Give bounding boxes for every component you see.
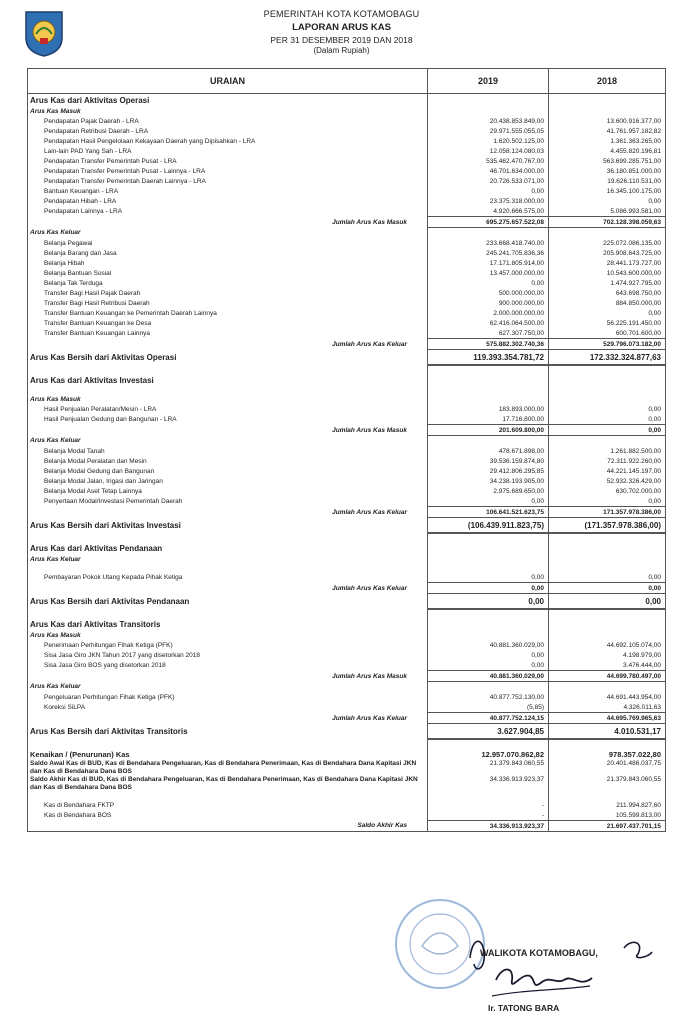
- row-label: Jumlah Arus Kas Masuk: [28, 671, 428, 682]
- table-row: [28, 394, 666, 404]
- table-row: [28, 748, 666, 760]
- row-label: Arus Kas Masuk: [28, 106, 428, 116]
- value-2019: 40.881.360.029,00: [428, 671, 549, 682]
- value-2019: 3.627.904,85: [428, 724, 549, 740]
- value-2018: 10.543.600.000,00: [549, 268, 666, 278]
- row-label: Belanja Modal Aset Tetap Lainnya: [28, 486, 428, 496]
- value-2018: 20.401.486.037,75: [549, 760, 666, 776]
- value-2018: 1.474.927.795,00: [549, 278, 666, 288]
- table-row: [28, 564, 666, 572]
- table-row: [28, 436, 666, 447]
- value-2019: 2.000.000.000,00: [428, 308, 549, 318]
- row-label: Hasil Penjualan Gedung dan Bangunan - LRA: [28, 414, 428, 425]
- table-row: [28, 739, 666, 748]
- value-2019: 201.609.800,00: [428, 425, 549, 436]
- value-2019: [428, 365, 549, 374]
- table-row: [28, 94, 666, 107]
- report-period: PER 31 DESEMBER 2019 DAN 2018: [270, 35, 413, 45]
- value-2019: [428, 94, 549, 107]
- table-row: [28, 404, 666, 414]
- table-row: [28, 671, 666, 682]
- value-2019: 17.171.805.914,00: [428, 258, 549, 268]
- row-label: Saldo Akhir Kas: [28, 821, 428, 832]
- value-2019: 0,00: [428, 660, 549, 671]
- value-2018: 702.128.398.059,63: [549, 217, 666, 228]
- value-2019: [428, 228, 549, 239]
- value-2018: 4.010.531,17: [549, 724, 666, 740]
- table-row: [28, 518, 666, 534]
- table-row: [28, 476, 666, 486]
- value-2018: [549, 533, 666, 542]
- row-label: Arus Kas Keluar: [28, 228, 428, 239]
- table-row: [28, 288, 666, 298]
- row-label: Arus Kas Keluar: [28, 682, 428, 693]
- value-2018: 3.476.444,00: [549, 660, 666, 671]
- table-row: [28, 196, 666, 206]
- row-label: Jumlah Arus Kas Keluar: [28, 339, 428, 350]
- value-2019: 233.668.418.740,00: [428, 238, 549, 248]
- value-2019: (106.439.911.823,75): [428, 518, 549, 534]
- value-2018: 13.600.916.377,00: [549, 116, 666, 126]
- row-label: Pendapatan Transfer Pemerintah Daerah Lainnya - LRA: [28, 176, 428, 186]
- value-2019: 40.877.752.124,15: [428, 713, 549, 724]
- table-row: [28, 166, 666, 176]
- value-2019: [428, 394, 549, 404]
- value-2019: 1.620.502.125,00: [428, 136, 549, 146]
- row-label: [28, 739, 428, 748]
- row-label: Pendapatan Lainnya - LRA: [28, 206, 428, 217]
- value-2018: [549, 542, 666, 554]
- table-row: [28, 339, 666, 350]
- value-2019: [428, 374, 549, 386]
- value-2019: (5,85): [428, 702, 549, 713]
- signatory-name: Ir. TATONG BARA: [488, 1003, 560, 1013]
- value-2019: [428, 792, 549, 800]
- row-label: Pendapatan Hibah - LRA: [28, 196, 428, 206]
- value-2018: 44.699.780.497,00: [549, 671, 666, 682]
- row-label: Transfer Bantuan Keuangan ke Pemerintah Daerah Lainnya: [28, 308, 428, 318]
- row-label: Jumlah Arus Kas Masuk: [28, 425, 428, 436]
- value-2018: 600.701.600,00: [549, 328, 666, 339]
- value-2018: [549, 94, 666, 107]
- row-label: Arus Kas Keluar: [28, 554, 428, 564]
- table-row: [28, 238, 666, 248]
- table-row: [28, 682, 666, 693]
- row-label: Belanja Tak Terduga: [28, 278, 428, 288]
- row-label: Jumlah Arus Kas Keluar: [28, 713, 428, 724]
- value-2018: 643.698.750,00: [549, 288, 666, 298]
- row-label: Arus Kas Bersih dari Aktivitas Pendanaan: [28, 594, 428, 610]
- table-row: [28, 318, 666, 328]
- table-row: [28, 609, 666, 618]
- table-row: [28, 136, 666, 146]
- table-row: [28, 425, 666, 436]
- value-2018: [549, 106, 666, 116]
- value-2018: [549, 436, 666, 447]
- value-2019: 20.438.853.849,00: [428, 116, 549, 126]
- table-row: [28, 365, 666, 374]
- value-2019: 2.975.689.650,00: [428, 486, 549, 496]
- value-2019: 900.000.000,00: [428, 298, 549, 308]
- value-2018: 28.441.173.727,00: [549, 258, 666, 268]
- table-body: [28, 94, 666, 832]
- value-2019: 12.058.124.080,03: [428, 146, 549, 156]
- table-row: [28, 126, 666, 136]
- row-label: Saldo Awal Kas di BUD, Kas di Bendahara Pengeluaran, Kas di Bendahara Penerimaan, Kas di Bendahara Dana Kapitasi JKN dan Kas di Bendahara Dana BOS: [28, 760, 428, 776]
- row-label: Arus Kas Masuk: [28, 630, 428, 640]
- value-2018: [549, 374, 666, 386]
- row-label: Belanja Modal Tanah: [28, 446, 428, 456]
- value-2018: [549, 792, 666, 800]
- table-row: [28, 533, 666, 542]
- row-label: Belanja Hibah: [28, 258, 428, 268]
- row-label: Arus Kas dari Aktivitas Operasi: [28, 94, 428, 107]
- row-label: Saldo Akhir Kas di BUD, Kas di Bendahara Pengeluaran, Kas di Bendahara Penerimaan, Kas di Bendahara Dana Kapitasi JKN dan Kas di Bendahara Dana BOS: [28, 776, 428, 792]
- value-2019: 40.877.752.130,00: [428, 692, 549, 702]
- table-row: [28, 228, 666, 239]
- value-2018: 4.455.820.196,81: [549, 146, 666, 156]
- value-2018: 19.626.110.531,00: [549, 176, 666, 186]
- row-label: Arus Kas Keluar: [28, 436, 428, 447]
- row-label: [28, 609, 428, 618]
- table-row: [28, 554, 666, 564]
- value-2018: [549, 386, 666, 394]
- value-2018: 225.072.086.135,00: [549, 238, 666, 248]
- value-2018: [549, 365, 666, 374]
- value-2018: 0,00: [549, 496, 666, 507]
- value-2019: [428, 609, 549, 618]
- table-row: [28, 583, 666, 594]
- value-2019: 575.882.302.740,36: [428, 339, 549, 350]
- table-row: [28, 821, 666, 832]
- row-label: Kenaikan / (Penurunan) Kas: [28, 748, 428, 760]
- row-label: [28, 386, 428, 394]
- row-label: Jumlah Arus Kas Keluar: [28, 507, 428, 518]
- row-label: Transfer Bantuan Keuangan Lainnya: [28, 328, 428, 339]
- value-2019: 20.726.533.071,00: [428, 176, 549, 186]
- value-2019: 34.336.913.923,37: [428, 821, 549, 832]
- value-2018: 0,00: [549, 572, 666, 583]
- row-label: Jumlah Arus Kas Masuk: [28, 217, 428, 228]
- table-row: [28, 507, 666, 518]
- value-2018: 52.932.326.429,00: [549, 476, 666, 486]
- value-2019: [428, 554, 549, 564]
- table-row: [28, 156, 666, 166]
- row-label: Belanja Modal Jalan, Irigasi dan Jaringan: [28, 476, 428, 486]
- value-2019: 183.893.000,00: [428, 404, 549, 414]
- value-2018: [549, 228, 666, 239]
- value-2019: 46.701.634.000,00: [428, 166, 549, 176]
- row-label: [28, 533, 428, 542]
- value-2018: 0,00: [549, 196, 666, 206]
- row-label: Pengeluaran Perhitungan Fihak Ketiga (PFK): [28, 692, 428, 702]
- value-2018: 56.225.191.450,00: [549, 318, 666, 328]
- value-2018: 4.198.979,00: [549, 650, 666, 660]
- value-2019: 29.412.806.295,85: [428, 466, 549, 476]
- value-2019: 0,00: [428, 650, 549, 660]
- value-2019: 29.971.555.055,05: [428, 126, 549, 136]
- value-2018: 0,00: [549, 425, 666, 436]
- value-2018: [549, 630, 666, 640]
- row-label: Arus Kas dari Aktivitas Transitoris: [28, 618, 428, 630]
- value-2018: 44.695.769.965,63: [549, 713, 666, 724]
- value-2019: 17.716.800,00: [428, 414, 549, 425]
- value-2018: 0,00: [549, 308, 666, 318]
- table-row: [28, 713, 666, 724]
- value-2018: 16.345.100.175,00: [549, 186, 666, 196]
- value-2018: 105.599.813,00: [549, 810, 666, 821]
- value-2019: 627.307.750,00: [428, 328, 549, 339]
- row-label: Pendapatan Hasil Pengelolaan Kekayaan Daerah yang Dipisahkan - LRA: [28, 136, 428, 146]
- row-label: [28, 792, 428, 800]
- table-row: [28, 374, 666, 386]
- value-2019: [428, 436, 549, 447]
- row-label: Arus Kas dari Aktivitas Pendanaan: [28, 542, 428, 554]
- column-header-2019: 2019: [428, 69, 549, 94]
- value-2019: 0,00: [428, 186, 549, 196]
- value-2019: -: [428, 810, 549, 821]
- table-row: [28, 278, 666, 288]
- table-row: [28, 618, 666, 630]
- value-2019: 500.000.000,00: [428, 288, 549, 298]
- row-label: Arus Kas Masuk: [28, 394, 428, 404]
- value-2019: 23.375.318.000,00: [428, 196, 549, 206]
- value-2019: 0,00: [428, 496, 549, 507]
- row-label: Hasil Penjualan Peralatan/Mesin - LRA: [28, 404, 428, 414]
- value-2018: 72.311.922.260,00: [549, 456, 666, 466]
- row-label: Arus Kas Bersih dari Aktivitas Operasi: [28, 350, 428, 366]
- row-label: Sisa Jasa Giro BOS yang disetorkan 2018: [28, 660, 428, 671]
- row-label: Kas di Bendahara BOS: [28, 810, 428, 821]
- row-label: Pembayaran Pokok Utang Kepada Pihak Ketiga: [28, 572, 428, 583]
- table-row: [28, 660, 666, 671]
- table-row: [28, 456, 666, 466]
- value-2019: 0,00: [428, 594, 549, 610]
- value-2018: 1.361.363.265,00: [549, 136, 666, 146]
- value-2018: 21.697.437.701,15: [549, 821, 666, 832]
- table-row: [28, 466, 666, 476]
- table-row: [28, 542, 666, 554]
- value-2018: 5.086.993.581,00: [549, 206, 666, 217]
- value-2019: [428, 106, 549, 116]
- table-row: [28, 724, 666, 740]
- table-row: [28, 650, 666, 660]
- value-2018: 44.692.105.074,00: [549, 640, 666, 650]
- cash-flow-table: [27, 68, 666, 832]
- table-row: [28, 186, 666, 196]
- government-name: PEMERINTAH KOTA KOTAMOBAGU: [263, 9, 420, 19]
- row-label: Sisa Jasa Giro JKN Tahun 2017 yang disetorkan 2018: [28, 650, 428, 660]
- value-2019: 34.336.913.923,37: [428, 776, 549, 792]
- value-2018: [549, 682, 666, 693]
- value-2018: 0,00: [549, 594, 666, 610]
- row-label: Transfer Bagi Hasil Retribusi Daerah: [28, 298, 428, 308]
- signatory-title: WALIKOTA KOTAMOBAGU,: [480, 948, 598, 958]
- table-row: [28, 146, 666, 156]
- value-2019: [428, 682, 549, 693]
- row-label: [28, 365, 428, 374]
- row-label: Bantuan Keuangan - LRA: [28, 186, 428, 196]
- value-2019: [428, 564, 549, 572]
- value-2019: 4.920.666.575,00: [428, 206, 549, 217]
- value-2018: [549, 564, 666, 572]
- row-label: Penyertaan Modal/Investasi Pemerintah Daerah: [28, 496, 428, 507]
- row-label: Arus Kas Bersih dari Aktivitas Transitoris: [28, 724, 428, 740]
- table-row: [28, 258, 666, 268]
- value-2019: [428, 630, 549, 640]
- table-row: [28, 630, 666, 640]
- value-2018: 1.261.882.500,00: [549, 446, 666, 456]
- value-2018: (171.357.978.386,00): [549, 518, 666, 534]
- value-2018: 36.180.851.000,00: [549, 166, 666, 176]
- row-label: Pendapatan Transfer Pemerintah Pusat - Lainnya - LRA: [28, 166, 428, 176]
- row-label: Pendapatan Transfer Pemerintah Pusat - LRA: [28, 156, 428, 166]
- currency-note: (Dalam Rupiah): [313, 46, 370, 55]
- table-row: [28, 386, 666, 394]
- table-row: [28, 810, 666, 821]
- table-row: [28, 446, 666, 456]
- row-label: Belanja Bantuan Sosial: [28, 268, 428, 278]
- value-2018: 21.379.843.060,55: [549, 776, 666, 792]
- table-row: [28, 350, 666, 366]
- value-2018: 0,00: [549, 404, 666, 414]
- value-2018: 563.699.285.751,00: [549, 156, 666, 166]
- row-label: Arus Kas dari Aktivitas Investasi: [28, 374, 428, 386]
- value-2019: 0,00: [428, 572, 549, 583]
- table-row: [28, 792, 666, 800]
- table-row: [28, 248, 666, 258]
- value-2018: 0,00: [549, 583, 666, 594]
- value-2018: 978.357.022,80: [549, 748, 666, 760]
- row-label: Jumlah Arus Kas Keluar: [28, 583, 428, 594]
- row-label: Pendapatan Retribusi Daerah - LRA: [28, 126, 428, 136]
- table-row: [28, 760, 666, 776]
- row-label: Belanja Modal Peralatan dan Mesin: [28, 456, 428, 466]
- value-2018: 884.850.000,00: [549, 298, 666, 308]
- row-label: Arus Kas Bersih dari Aktivitas Investasi: [28, 518, 428, 534]
- value-2019: 12.957.070.862,82: [428, 748, 549, 760]
- row-label: Koreksi SiLPA: [28, 702, 428, 713]
- column-header-2018: 2018: [549, 69, 666, 94]
- table-row: [28, 206, 666, 217]
- value-2019: [428, 542, 549, 554]
- table-row: [28, 594, 666, 610]
- table-row: [28, 702, 666, 713]
- row-label: Belanja Modal Gedung dan Bangunan: [28, 466, 428, 476]
- value-2018: 171.357.978.386,00: [549, 507, 666, 518]
- value-2019: -: [428, 800, 549, 810]
- value-2018: [549, 739, 666, 748]
- column-header-description: URAIAN: [28, 69, 428, 94]
- table-row: [28, 106, 666, 116]
- value-2018: 44.221.145.197,00: [549, 466, 666, 476]
- value-2018: 4.326.011,63: [549, 702, 666, 713]
- value-2018: 529.796.073.182,00: [549, 339, 666, 350]
- row-label: Transfer Bantuan Keuangan ke Desa: [28, 318, 428, 328]
- table-row: [28, 176, 666, 186]
- table-row: [28, 298, 666, 308]
- row-label: Lain-lain PAD Yang Sah - LRA: [28, 146, 428, 156]
- value-2018: 172.332.324.877,63: [549, 350, 666, 366]
- table-row: [28, 640, 666, 650]
- value-2019: 119.393.354.781,72: [428, 350, 549, 366]
- value-2018: 205.908.643.725,00: [549, 248, 666, 258]
- table-row: [28, 486, 666, 496]
- table-row: [28, 800, 666, 810]
- table-row: [28, 328, 666, 339]
- value-2019: 0,00: [428, 278, 549, 288]
- table-row: [28, 217, 666, 228]
- row-label: [28, 564, 428, 572]
- table-row: [28, 414, 666, 425]
- value-2019: 106.641.521.623,75: [428, 507, 549, 518]
- value-2018: 41.761.957.182,82: [549, 126, 666, 136]
- value-2018: [549, 609, 666, 618]
- value-2019: 535.462.470.767,00: [428, 156, 549, 166]
- value-2019: 21.379.843.060,55: [428, 760, 549, 776]
- table-row: [28, 776, 666, 792]
- row-label: Belanja Pegawai: [28, 238, 428, 248]
- value-2019: 40.881.360.029,00: [428, 640, 549, 650]
- table-row: [28, 116, 666, 126]
- table-row: [28, 268, 666, 278]
- table-row: [28, 572, 666, 583]
- value-2019: [428, 739, 549, 748]
- value-2019: 695.275.657.522,08: [428, 217, 549, 228]
- table-header-row: [28, 69, 666, 94]
- table-row: [28, 308, 666, 318]
- value-2019: [428, 533, 549, 542]
- value-2019: 13.457.000.000,00: [428, 268, 549, 278]
- row-label: Kas di Bendahara FKTP: [28, 800, 428, 810]
- value-2019: 62.416.064.500,00: [428, 318, 549, 328]
- value-2018: [549, 394, 666, 404]
- value-2018: [549, 618, 666, 630]
- value-2018: 0,00: [549, 414, 666, 425]
- value-2019: 245.241.705.836,36: [428, 248, 549, 258]
- row-label: Transfer Bagi Hasil Pajak Daerah: [28, 288, 428, 298]
- value-2018: 630.702.000,00: [549, 486, 666, 496]
- value-2019: [428, 618, 549, 630]
- value-2019: [428, 386, 549, 394]
- value-2019: 0,00: [428, 583, 549, 594]
- table-row: [28, 692, 666, 702]
- value-2019: 34.238.193.905,00: [428, 476, 549, 486]
- value-2018: 211.994.827,60: [549, 800, 666, 810]
- value-2018: [549, 554, 666, 564]
- value-2019: 478.671.898,00: [428, 446, 549, 456]
- report-title: LAPORAN ARUS KAS: [292, 22, 391, 33]
- row-label: Penerimaan Perhitungan Fihak Ketiga (PFK): [28, 640, 428, 650]
- row-label: Pendapatan Pajak Daerah - LRA: [28, 116, 428, 126]
- value-2018: 44.691.443.954,00: [549, 692, 666, 702]
- table-row: [28, 496, 666, 507]
- row-label: Belanja Barang dan Jasa: [28, 248, 428, 258]
- value-2019: 39.536.159.874,80: [428, 456, 549, 466]
